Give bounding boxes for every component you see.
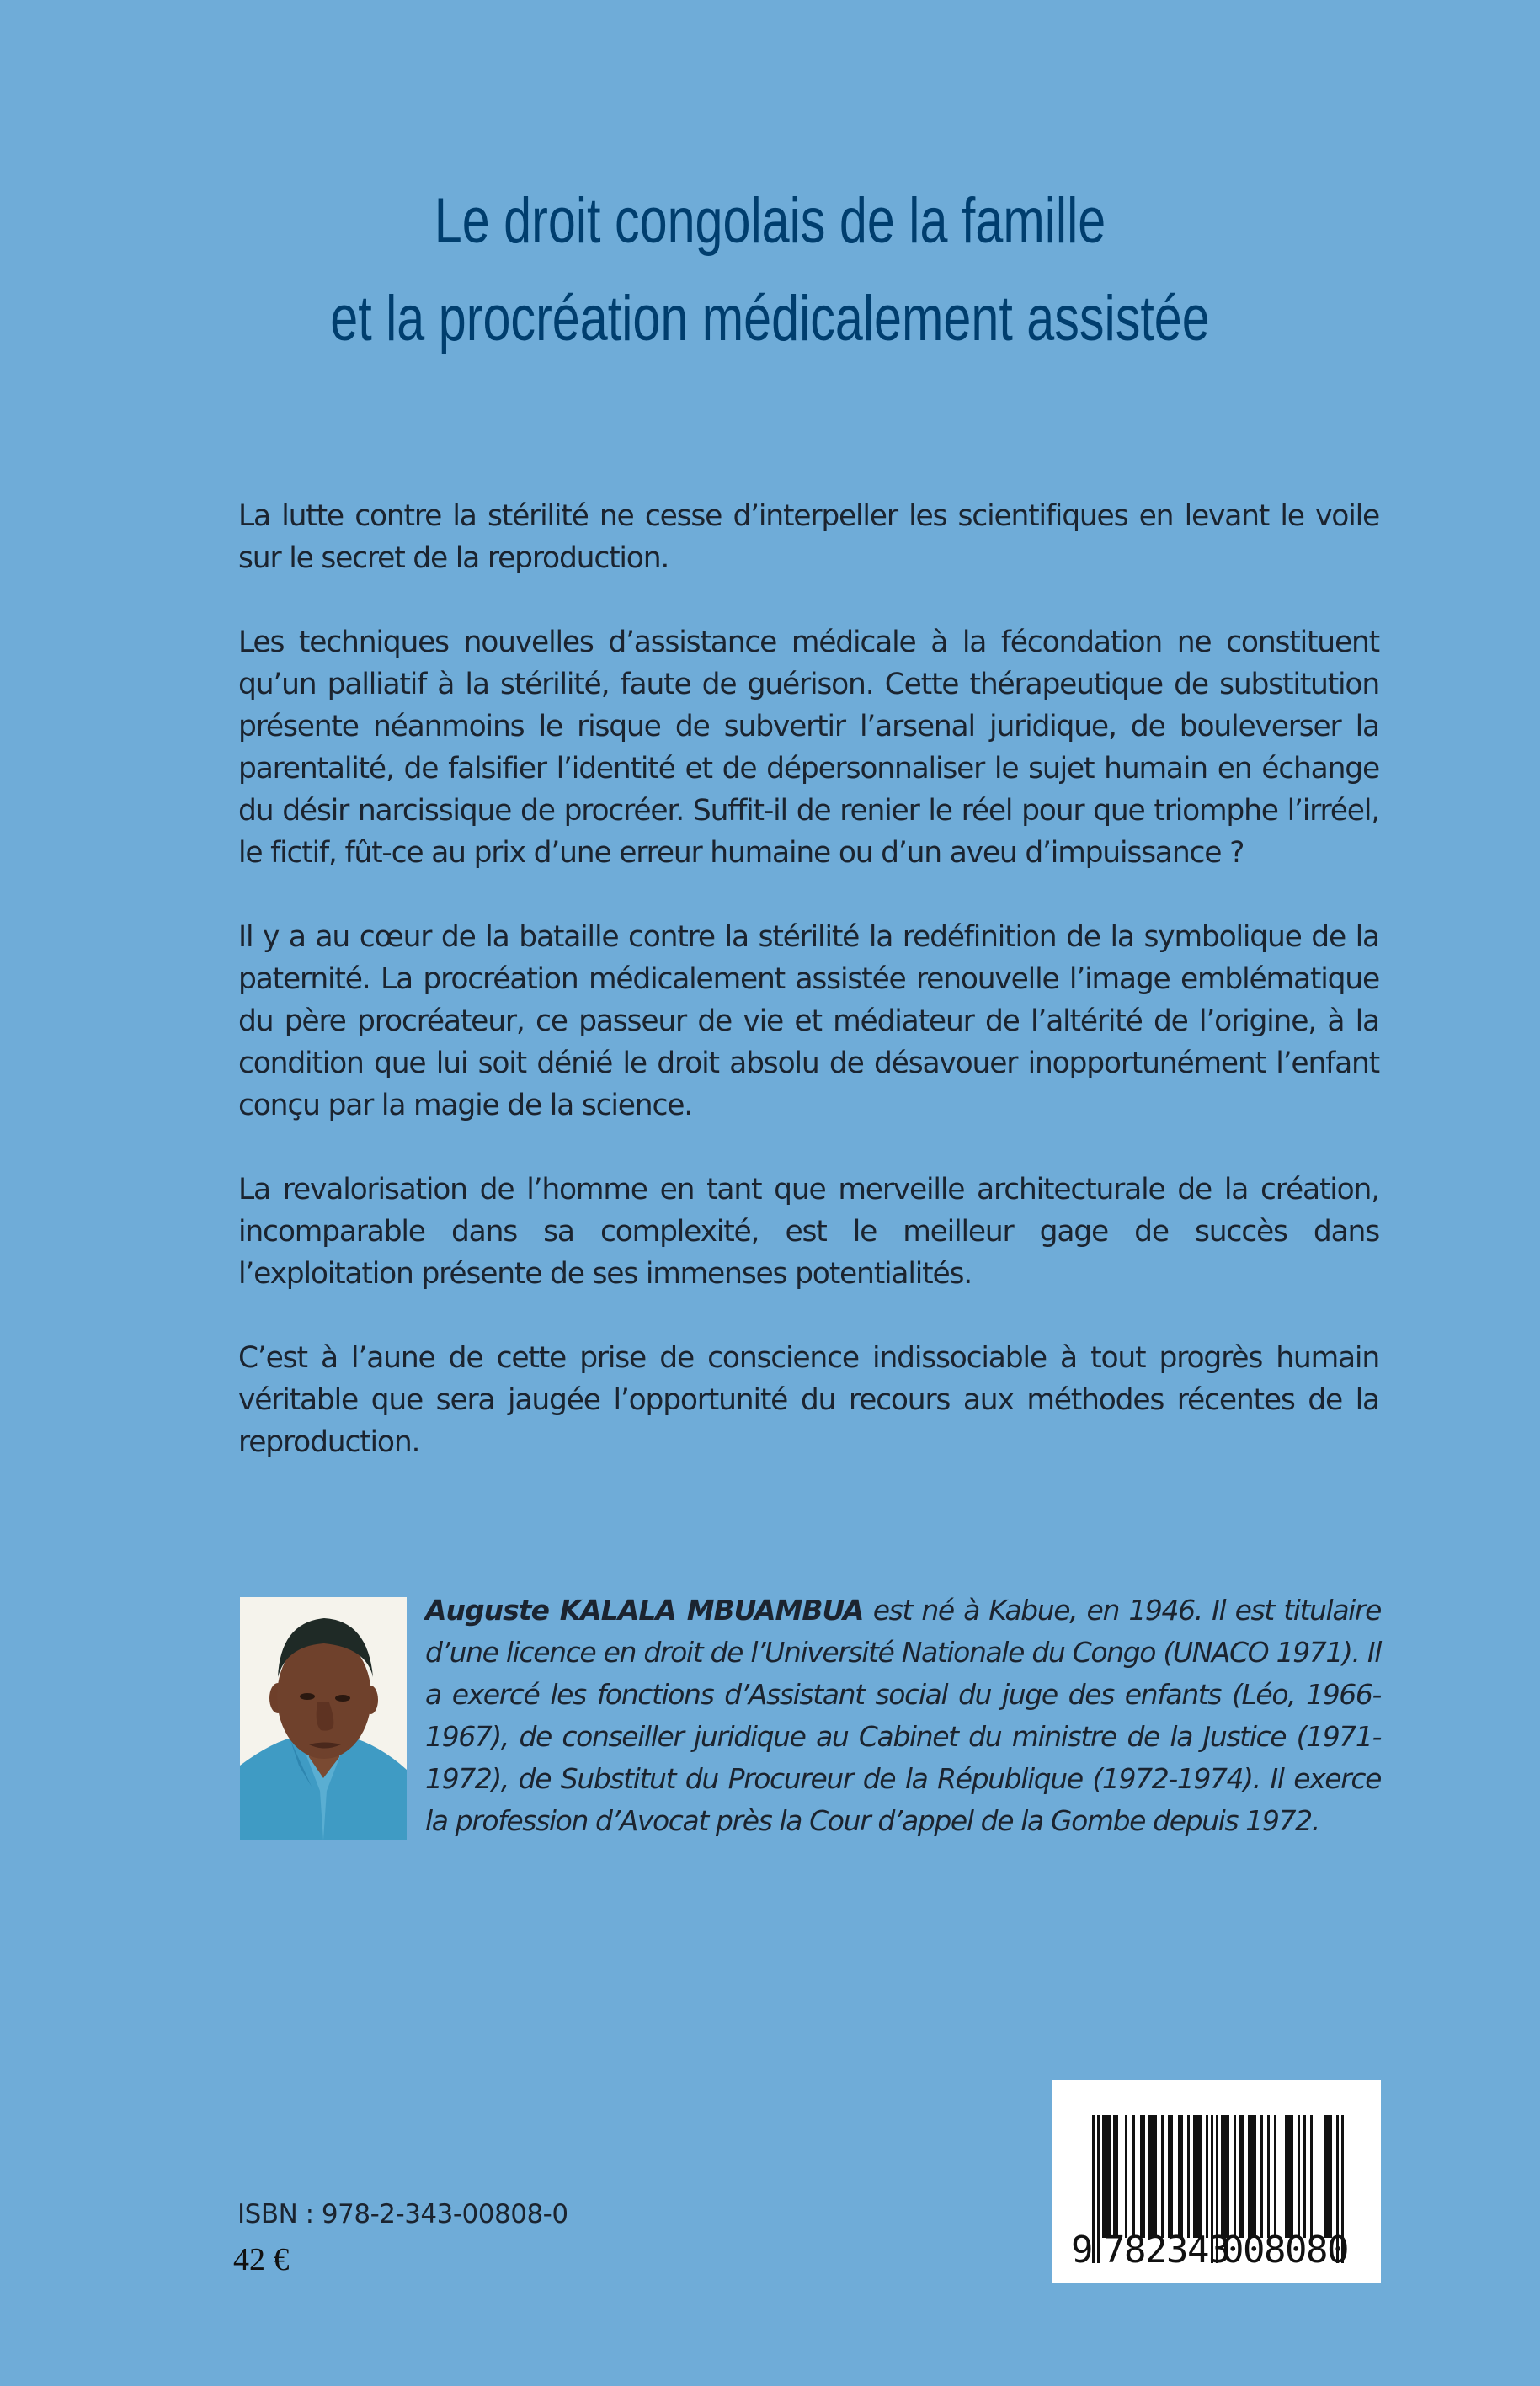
summary-paragraph: Il y a au cœur de la bataille contre la stérilité la redéfinition de la symbolique de la paternité. La procréation médicalement assistée renouvelle l’image emblématique du père procréateur, ce passeur de vie et médiateur de l’altérité de l’origine, à la condition que lui soit dénié le droit absolu de désavouer inopportunément l’enfant conçu par la magie de la science. — [238, 920, 1379, 1122]
author-name: Auguste KALALA MBUAMBUA — [425, 1594, 864, 1627]
summary-paragraph: La revalorisation de l’homme en tant que merveille architecturale de la création, incomparable dans sa complexité, est le meilleur gage de succès dans l’exploitation présente de ses immenses potentialités. — [238, 1173, 1379, 1291]
author-portrait-icon — [240, 1597, 407, 1840]
barcode-left-group: 782343 — [1103, 2229, 1229, 2271]
summary-paragraph: La lutte contre la stérilité ne cesse d’interpeller les scientifiques en levant le voile sur le secret de la reproduction. — [238, 499, 1379, 575]
barcode-first-digit: 9 — [1071, 2229, 1094, 2271]
barcode — [1052, 2080, 1381, 2283]
book-title — [169, 173, 1371, 368]
summary-paragraph: C’est à l’aune de cette prise de conscience indissociable à tout progrès humain véritable que sera jaugée l’opportunité du recours aux méthodes récentes de la reproduction. — [238, 1341, 1379, 1459]
isbn: ISBN : 978-2-343-00808-0 — [237, 2199, 568, 2229]
summary-paragraph: Les techniques nouvelles d’assistance médicale à la fécondation ne constituent qu’un palliatif à la stérilité, faute de guérison. Cette thérapeutique de substitution présente néanmoins le risque de subvertir l’arsenal juridique, de bouleverser la parentalité, de falsifier l’identité et de dépersonnaliser le sujet humain en échange du désir narcissique de procréer. Suffit-il de renier le réel pour que triomphe l’irréel, le fictif, fût-ce au prix d’une erreur humaine ou d’un aveu d’impuissance ? — [238, 626, 1379, 870]
author-bio-text: est né à Kabue, en 1946. Il est titulaire d’une licence en droit de l’Université Nationale du Congo (UNACO 1971). Il a exercé les fonctions d’Assistant social du juge des enfants (Léo, 1966-1967), de conseiller juridique au Cabinet du ministre de la Justice (1971-1972), de Substitut du Procureur de la République (1972-1974). Il exerce la profession d’Avocat près la Cour d’appel de la Gombe depuis 1972. — [425, 1594, 1381, 1837]
author-photo — [240, 1597, 407, 1840]
price: 42 € — [233, 2242, 290, 2277]
title-line-1: Le droit congolais de la famille — [434, 185, 1106, 257]
back-cover-summary — [238, 495, 1379, 1505]
barcode-right-group: 008080 — [1222, 2229, 1348, 2271]
barcode-number — [1052, 2229, 1381, 2271]
author-bio — [425, 1590, 1381, 1842]
title-line-2: et la procréation médicalement assistée — [330, 283, 1210, 354]
